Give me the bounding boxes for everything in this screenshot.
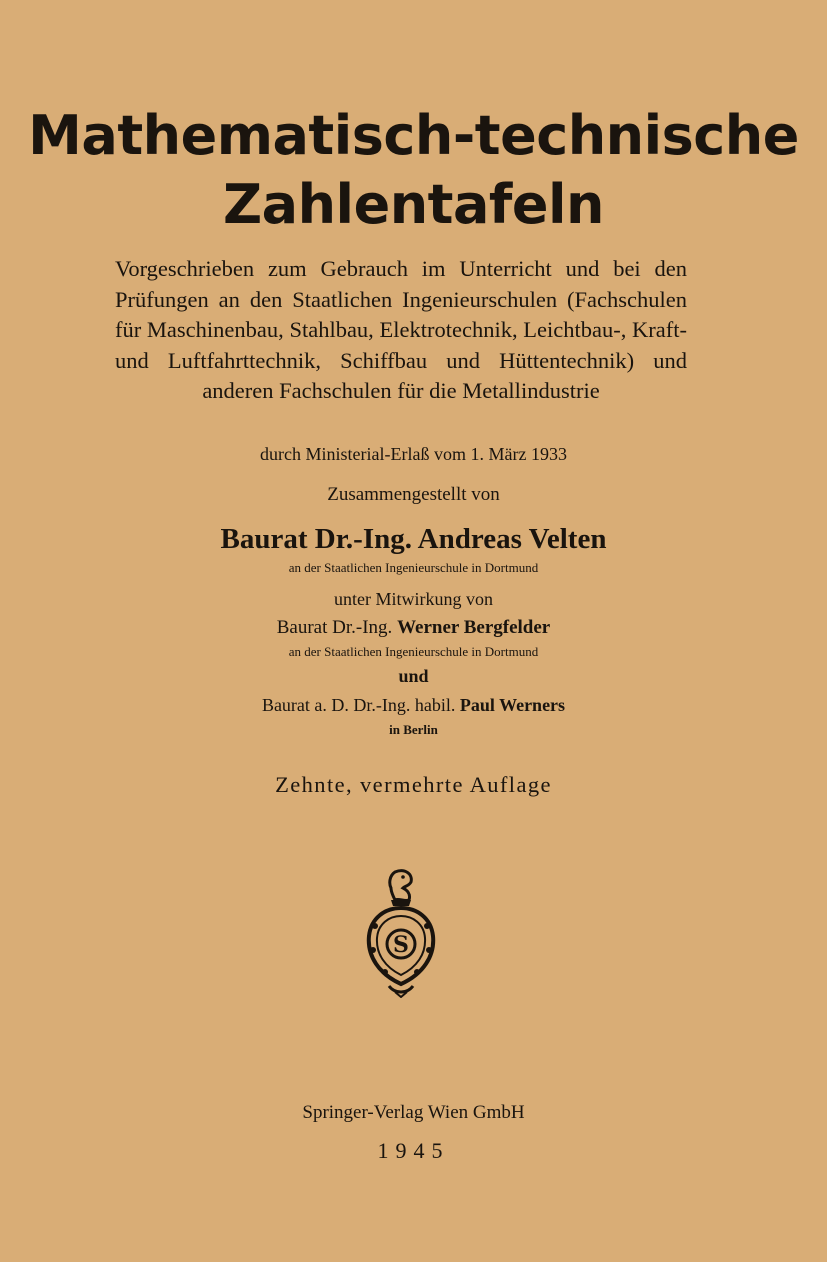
compiled-by-label: Zusammengestellt von	[327, 484, 500, 505]
coauthor-1-prefix: Baurat Dr.-Ing.	[276, 617, 393, 638]
collaboration-label: unter Mitwirkung von	[334, 589, 493, 609]
author-title: Baurat	[220, 523, 308, 555]
coauthor-2-prefix: Baurat a. D. Dr.-Ing. habil.	[261, 695, 456, 715]
logo-letter: S	[393, 932, 409, 958]
coauthor-2-name: Paul Werners	[459, 695, 566, 715]
conjunction-and: und	[398, 666, 429, 686]
publication-year: 1945	[377, 1138, 450, 1163]
main-author	[0, 523, 827, 556]
book-title-line-1: Mathematisch-technische	[28, 104, 799, 167]
author-name: Dr.-Ing. Andreas Velten	[314, 523, 607, 555]
author-affiliation: an der Staatlichen Ingenieurschule in Dortmund	[288, 560, 539, 575]
springer-knight-icon	[361, 866, 441, 998]
coauthor-2	[0, 695, 827, 716]
publisher-name: Springer-Verlag Wien GmbH	[302, 1102, 525, 1123]
book-description: Vorgeschrieben zum Gebrauch im Unterricht und bei den Prüfungen an den Staatlichen Ingenieurschulen (Fachschulen für Maschinenbau, Stahlbau, Elektrotechnik, Leichtbau-, Kraft- und Luftfahrttechnik, Schiffbau und Hüttentechnik) und anderen Fachschulen für die Metallindustrie	[115, 256, 687, 403]
book-title-line-2: Zahlentafeln	[223, 173, 604, 236]
coauthor-1-name: Werner Bergfelder	[397, 617, 551, 638]
coauthor-1-affiliation: an der Staatlichen Ingenieurschule in Dortmund	[288, 644, 539, 659]
coauthor-1	[0, 617, 827, 639]
edition-label: Zehnte, vermehrte Auflage	[275, 772, 552, 797]
coauthor-2-city: in Berlin	[389, 722, 438, 737]
decree-note: durch Ministerial-Erlaß vom 1. März 1933	[260, 444, 567, 464]
